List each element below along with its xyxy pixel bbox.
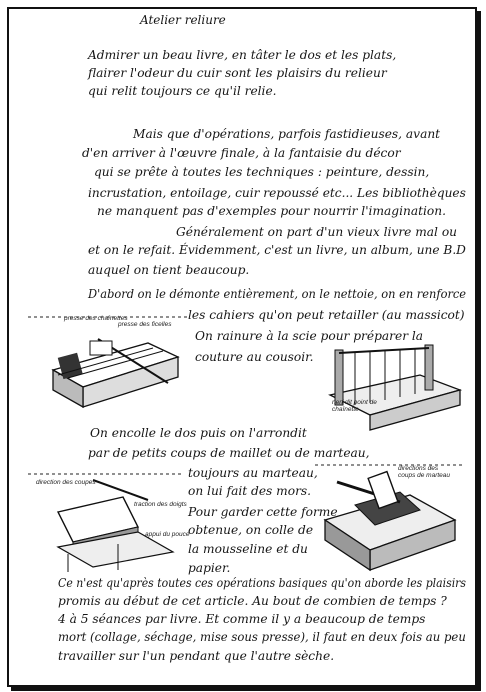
text-line-21: obtenue, on colle de — [188, 523, 314, 537]
text-line-7: incrustation, entoilage, cuir repoussé etc... Les bibliothèques — [88, 186, 466, 200]
text-line-13: les cahiers qu'on peut retailler (au massicot) — [188, 308, 465, 322]
text-line-2: flairer l'odeur du cuir sont les plaisirs du relieur — [88, 66, 387, 80]
text-line-24: Ce n'est qu'après toutes ces opérations basiques qu'on aborde les plaisirs — [58, 576, 466, 590]
label-fig3-c: appui du pouce — [145, 531, 190, 538]
label-fig3-a: direction des coupes — [36, 479, 96, 486]
text-line-11: auquel on tient beaucoup. — [88, 263, 250, 277]
text-line-25: promis au début de cet article. Au bout de combien de temps ? — [58, 594, 447, 608]
text-line-14: On rainure à la scie pour préparer la — [195, 329, 424, 343]
page-title: Atelier reliure — [140, 13, 226, 27]
text-line-9: Généralement on part d'un vieux livre mal ou — [176, 225, 458, 239]
text-line-12: D'abord on le démonte entièrement, on le nettoie, on en renforce — [88, 287, 467, 301]
text-line-27: mort (collage, séchage, mise sous presse), il faut en deux fois au peu — [58, 630, 466, 644]
text-line-3: qui relit toujours ce qu'il relie. — [88, 84, 277, 98]
text-line-15: couture au cousoir. — [195, 350, 314, 364]
text-line-4: Mais que d'opérations, parfois fastidieuses, avant — [133, 127, 441, 141]
text-line-1: Admirer un beau livre, en tâter le dos et les plats, — [88, 48, 397, 62]
sewing-frame-illustration — [325, 345, 465, 430]
text-line-20: Pour garder cette forme — [188, 505, 338, 519]
text-line-22: la mousseline et du — [188, 542, 308, 556]
label-fig4: directions des coups de marteau — [398, 465, 451, 479]
text-line-16: On encolle le dos puis on l'arrondit — [90, 426, 307, 440]
text-line-26: 4 à 5 séances par livre. Et comme il y a beaucoup de temps — [58, 612, 426, 626]
text-line-19: on lui fait des mors. — [188, 484, 312, 498]
label-fig2: nerf dit point de chaînette — [332, 399, 377, 413]
text-line-28: travailler sur l'un pendant que l'autre sèche. — [58, 649, 335, 663]
text-line-6: qui se prête à toutes les techniques : peinture, dessin, — [94, 165, 430, 179]
label-fig1-left: presse des chaînettes — [64, 315, 128, 322]
saw-press-illustration — [28, 315, 188, 415]
text-line-8: ne manquent pas d'exemples pour nourrir l'imagination. — [97, 204, 446, 218]
rounding-illustration — [28, 472, 183, 572]
text-line-5: d'en arriver à l'œuvre finale, à la fantaisie du décor — [82, 146, 401, 160]
label-fig1-right: presse des ficelles — [118, 321, 172, 328]
label-fig3-b: traction des doigts — [134, 501, 187, 508]
text-line-17: par de petits coups de maillet ou de marteau, — [88, 446, 370, 460]
text-line-10: et on le refait. Évidemment, c'est un livre, un album, une B.D — [88, 243, 466, 257]
text-line-18: toujours au marteau, — [188, 466, 318, 480]
text-line-23: papier. — [188, 561, 231, 575]
